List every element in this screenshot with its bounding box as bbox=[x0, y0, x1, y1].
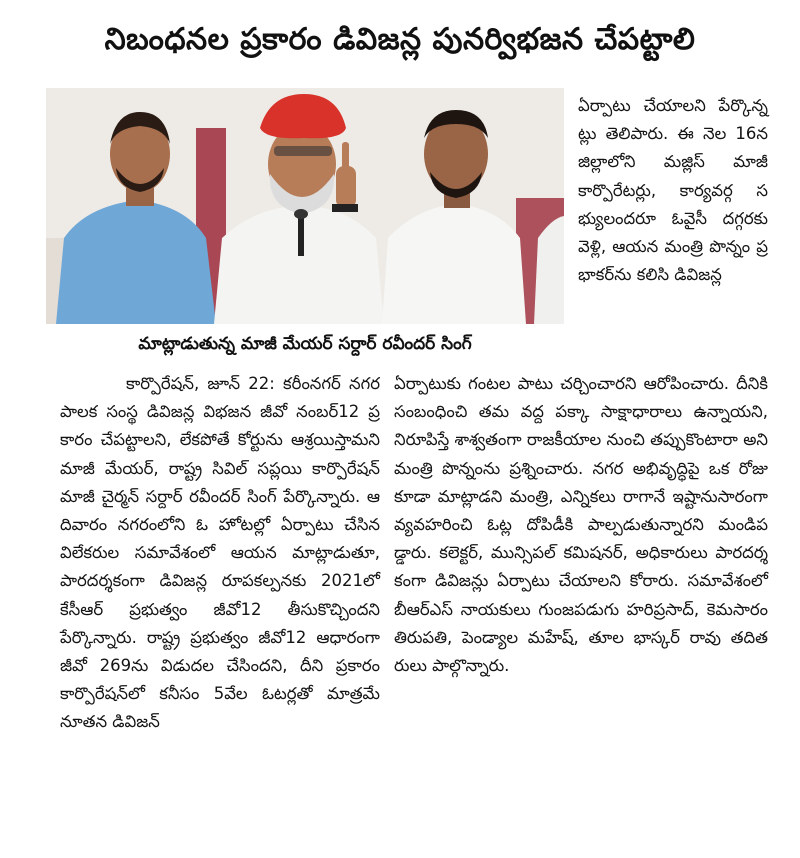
article-column-right bbox=[394, 370, 768, 680]
news-photo bbox=[46, 88, 564, 324]
article-column-left bbox=[60, 370, 380, 737]
column-top-text: ఏర్పాటు చేయాలని పేర్కొన్నట్లు తెలిపారు. ఈ నెల 16న జిల్లాలోని మజ్లిస్ మాజీ కార్పొరేటర్లు, కార్యవర్గ సభ్యులందరూ ఓవైసీ దగ్గరకు వెళ్లి, ఆయన మంత్రి పొన్నం ప్రభాకర్‌ను కలిసి డివిజన్ల bbox=[578, 96, 768, 285]
article-headline: నిబంధనల ప్రకారం డివిజన్ల పునర్విభజన చేపట్టాలి bbox=[104, 22, 696, 57]
column-left-text: కార్పొరేషన్, జూన్ 22: కరీంనగర్ నగర పాలక సంస్థ డివిజన్ల విభజన జీవో నంబర్12 ప్రకారం చేపట్టాలని, లేకపోతే కోర్టును ఆశ్రయిస్తామని మాజీ మేయర్, రాష్ట్ర సివిల్ సప్లయి కార్పొరేషన్ మాజీ చైర్మన్ సర్దార్ రవీందర్ సింగ్ పేర్కొన్నారు. ఆదివారం నగరంలోని ఓ హోటల్లో ఏర్పాటు చేసిన విలేకరుల సమావేశంలో ఆయన మాట్లాడుతూ, పారదర్శకంగా డివిజన్ల రూపకల్పనకు 2021లో కేసీఆర్ ప్రభుత్వం జీవో12 తీసుకొచ్చిందని పేర్కొన్నారు. రాష్ట్ర ప్రభుత్వం జీవో12 ఆధారంగా జీవో 269ను విడుదల చేసిందని, దీని ప్రకారం కార్పొరేషన్‌లో కనీసం 5వేల ఓటర్లతో మాత్రమే నూతన డివిజన్ bbox=[60, 374, 380, 732]
photo-caption: మాట్లాడుతున్న మాజీ మేయర్ సర్దార్ రవీందర్ సింగ్ bbox=[138, 334, 472, 354]
press-meet-photo-illustration bbox=[46, 88, 564, 324]
article-column-top-right bbox=[578, 92, 768, 289]
column-right-text: ఏర్పాటుకు గంటల పాటు చర్చించారని ఆరోపించారు. దీనికి సంబంధించి తమ వద్ద పక్కా సాక్షాధారాలు ఉన్నాయని, నిరూపిస్తే శాశ్వతంగా రాజకీయాల నుంచి తప్పుకొంటారా అని మంత్రి పొన్నంను ప్రశ్నించారు. నగర అభివృద్ధిపై ఒక రోజు కూడా మాట్లాడని మంత్రి, ఎన్నికలు రాగానే ఇష్టానుసారంగా వ్యవహరించి ఓట్ల దోపిడీకి పాల్పడుతున్నారని మండిపడ్డారు. కలెక్టర్, మున్సిపల్ కమిషనర్, అధికారులు పారదర్శకంగా డివిజన్లు ఏర్పాటు చేయాలని కోరారు. సమావేశంలో బీఆర్ఎస్ నాయకులు గుంజపడుగు హరిప్రసాద్, కెమసారం తిరుపతి, పెండ్యాల మహేష్, తూల భాస్కర్ రావు తదితరులు పాల్గొన్నారు. bbox=[394, 374, 768, 676]
